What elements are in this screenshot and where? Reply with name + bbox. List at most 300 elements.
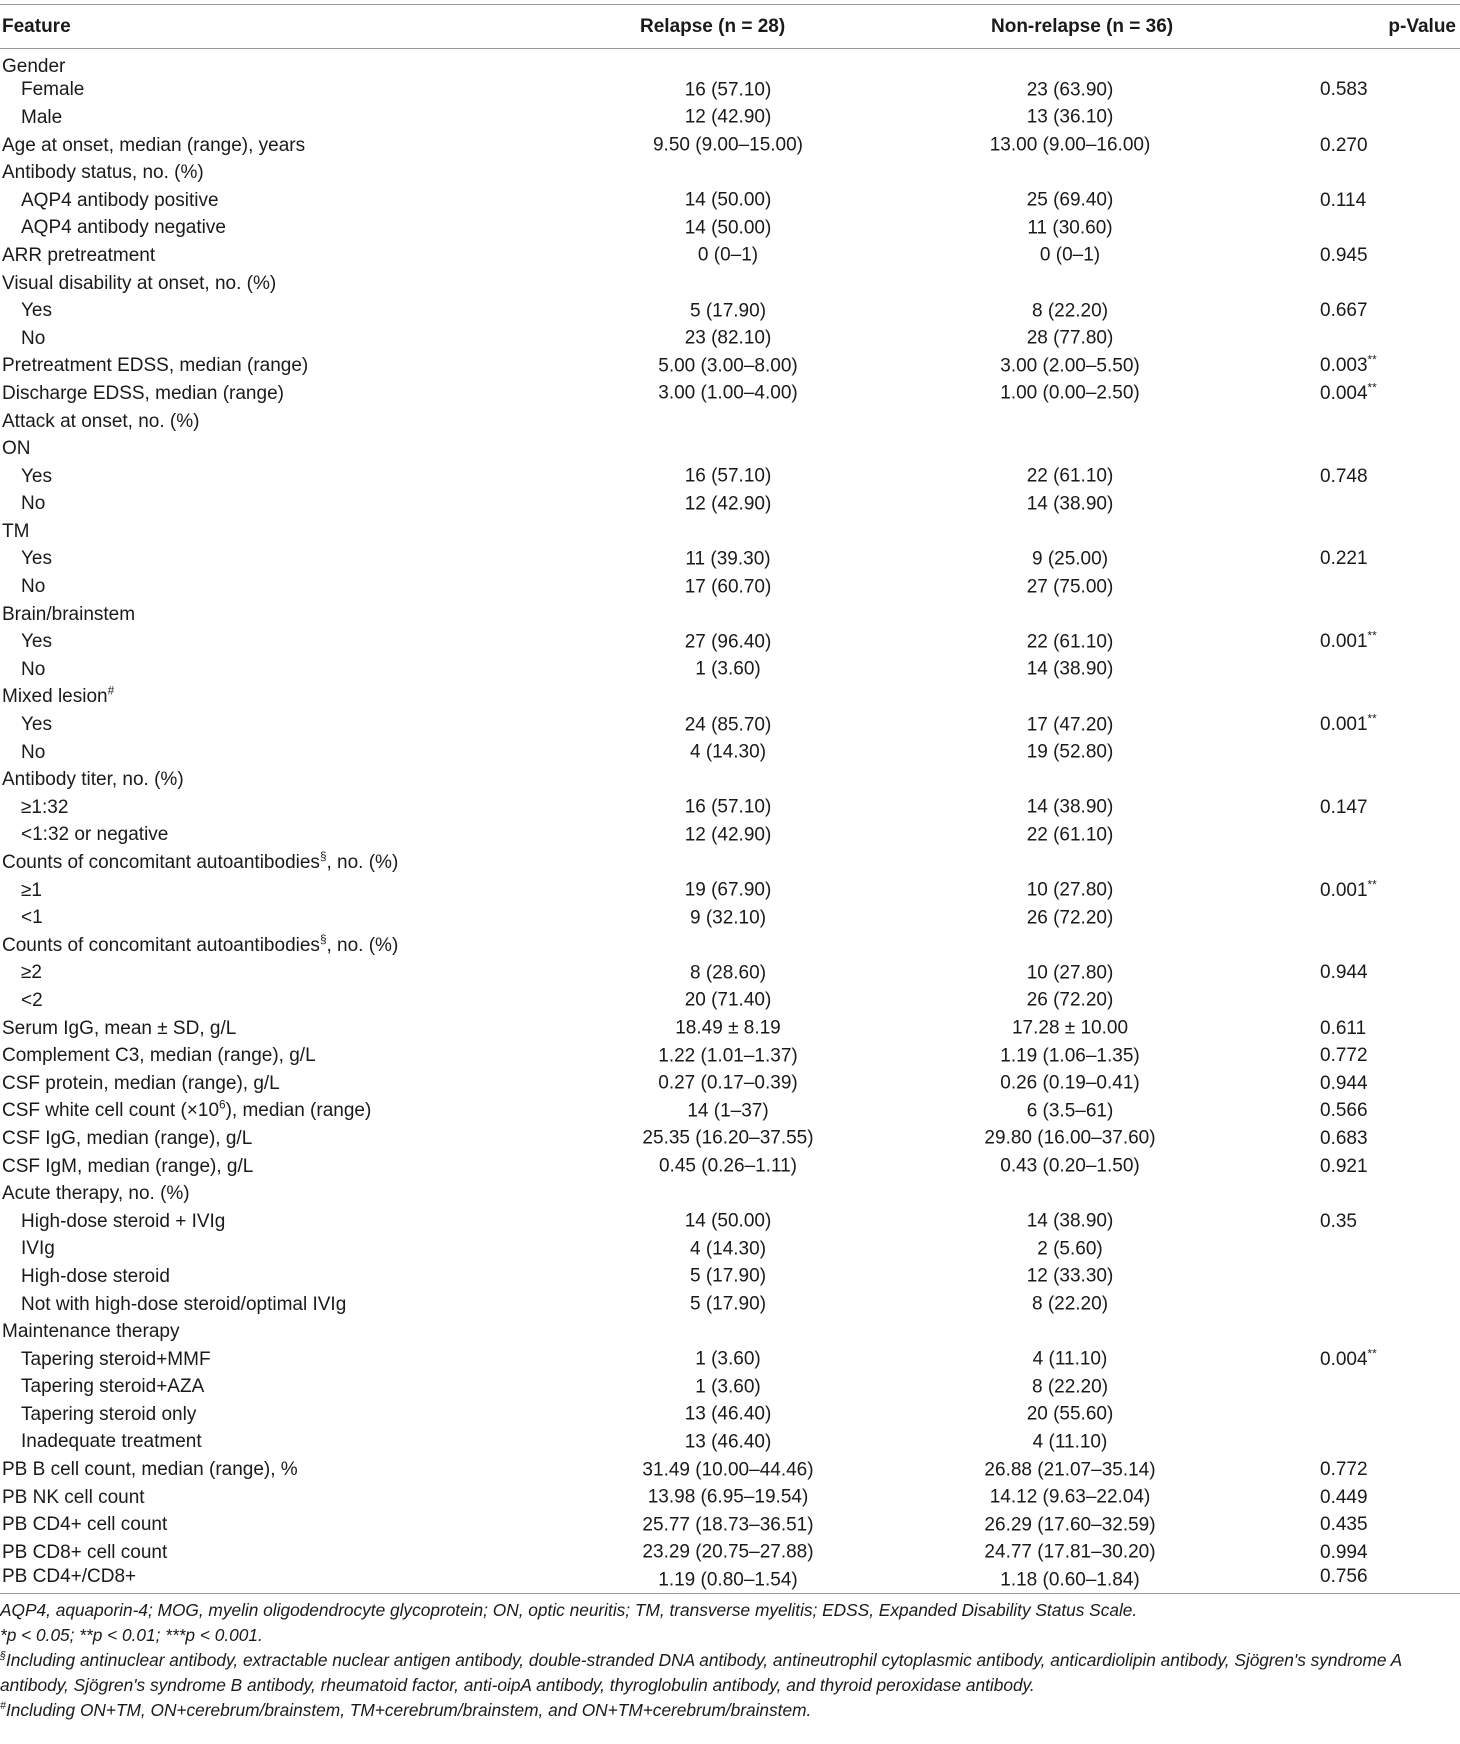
p-value: 0.611	[1320, 1017, 1367, 1039]
relapse-value: 17 (60.70)	[684, 576, 772, 598]
relapse-value: 27 (96.40)	[684, 631, 772, 653]
nonrelapse-cell	[850, 297, 1300, 325]
nonrelapse-cell	[850, 1511, 1300, 1539]
relapse-cell	[528, 1235, 850, 1263]
feature-cell	[0, 738, 528, 766]
nonrelapse-cell	[850, 1539, 1300, 1567]
p-value: 0.756	[1320, 1566, 1368, 1588]
relapse-value: 1 (3.60)	[695, 1348, 761, 1370]
nonrelapse-cell	[850, 1207, 1300, 1235]
nonrelapse-value: 28 (77.80)	[1026, 327, 1114, 349]
p-value-cell	[1300, 794, 1460, 822]
nonrelapse-cell	[850, 628, 1300, 656]
table-row	[0, 656, 1460, 684]
feature-cell	[0, 49, 528, 77]
table-row	[0, 352, 1460, 380]
p-value: 0.003	[1320, 355, 1368, 377]
table-row	[0, 849, 1460, 877]
feature-cell	[0, 1263, 528, 1291]
p-value: 0.114	[1320, 189, 1367, 211]
p-value-cell	[1300, 821, 1460, 849]
nonrelapse-value: 22 (61.10)	[1026, 631, 1114, 653]
relapse-value: 31.49 (10.00–44.46)	[642, 1459, 814, 1481]
feature-label: No	[21, 327, 46, 349]
nonrelapse-cell	[850, 794, 1300, 822]
p-value-cell	[1300, 545, 1460, 573]
p-value-cell	[1300, 518, 1460, 546]
footnote	[0, 1623, 1460, 1648]
nonrelapse-cell	[850, 518, 1300, 546]
relapse-cell	[528, 600, 850, 628]
p-value: 0.772	[1320, 1045, 1368, 1067]
nonrelapse-value: 8 (22.20)	[1031, 300, 1109, 322]
table-row	[0, 600, 1460, 628]
nonrelapse-cell	[850, 49, 1300, 77]
feature-label: AQP4 antibody positive	[21, 189, 219, 211]
feature-label: Attack at onset, no. (%)	[2, 410, 200, 432]
feature-cell	[0, 1345, 528, 1373]
nonrelapse-cell	[850, 1069, 1300, 1097]
p-value-cell	[1300, 131, 1460, 159]
relapse-value: 25.77 (18.73–36.51)	[642, 1514, 814, 1536]
table-row	[0, 104, 1460, 132]
table-row	[0, 1069, 1460, 1097]
nonrelapse-cell	[850, 1456, 1300, 1484]
nonrelapse-cell	[850, 1566, 1300, 1594]
nonrelapse-value: 1.19 (1.06–1.35)	[1000, 1045, 1140, 1067]
p-value-cell	[1300, 1345, 1460, 1373]
nonrelapse-cell	[850, 573, 1300, 601]
nonrelapse-cell	[850, 766, 1300, 794]
relapse-cell	[528, 545, 850, 573]
feature-label: ≥1:32	[21, 796, 69, 818]
feature-label: PB CD4+ cell count	[2, 1514, 168, 1536]
footnote-text: AQP4, aquaporin-4; MOG, myelin oligodendrocyte glycoprotein; ON, optic neuritis; TM, transverse myelitis; EDSS, Expanded Disability Status Scale.	[0, 1600, 1138, 1620]
relapse-value: 5 (17.90)	[689, 1265, 767, 1287]
nonrelapse-cell	[850, 1125, 1300, 1153]
relapse-cell	[528, 1401, 850, 1429]
relapse-value: 5 (17.90)	[689, 300, 767, 322]
table-row	[0, 435, 1460, 463]
nonrelapse-cell	[850, 242, 1300, 270]
relapse-value: 12 (42.90)	[684, 106, 772, 128]
feature-label: AQP4 antibody negative	[21, 217, 226, 239]
table-row	[0, 159, 1460, 187]
feature-cell	[0, 186, 528, 214]
relapse-value: 8 (28.60)	[689, 962, 767, 984]
relapse-value: 5 (17.90)	[689, 1293, 767, 1315]
feature-cell	[0, 1235, 528, 1263]
nonrelapse-cell	[850, 490, 1300, 518]
feature-label: No	[21, 493, 46, 515]
p-value-cell	[1300, 600, 1460, 628]
nonrelapse-cell	[850, 1290, 1300, 1318]
p-value-cell	[1300, 407, 1460, 435]
feature-label: PB CD8+ cell count	[2, 1541, 168, 1563]
p-value-cell	[1300, 1483, 1460, 1511]
nonrelapse-value: 1.18 (0.60–1.84)	[1000, 1569, 1140, 1591]
significance-mark: **	[1367, 629, 1377, 643]
relapse-cell	[528, 1483, 850, 1511]
p-value: 0.001	[1320, 714, 1368, 736]
nonrelapse-cell	[850, 131, 1300, 159]
p-value-cell	[1300, 1511, 1460, 1539]
relapse-value: 23.29 (20.75–27.88)	[642, 1541, 814, 1563]
nonrelapse-value: 14 (38.90)	[1026, 493, 1114, 515]
relapse-cell	[528, 1263, 850, 1291]
table-row	[0, 1456, 1460, 1484]
table-row	[0, 324, 1460, 352]
relapse-cell	[528, 518, 850, 546]
p-value-cell	[1300, 1373, 1460, 1401]
feature-label: ARR pretreatment	[2, 244, 156, 266]
feature-cell	[0, 1483, 528, 1511]
p-value-cell	[1300, 380, 1460, 408]
relapse-cell	[528, 849, 850, 877]
relapse-value: 13 (46.40)	[684, 1403, 772, 1425]
table-row	[0, 518, 1460, 546]
relapse-cell	[528, 131, 850, 159]
nonrelapse-value: 14 (38.90)	[1026, 796, 1114, 818]
footnote-text: Including antinuclear antibody, extractable nuclear antigen antibody, double-stranded DNA antibody, antineutrophil cytoplasmic antibody, anticardiolipin antibody, Sjögren's syndrome A antibody, Sjögren's syndrome B antibody, rheumatoid factor, anti-oipA antibody, thyroglobulin antibody, and thyroid peroxidase antibody.	[0, 1650, 1402, 1695]
nonrelapse-value: 0.43 (0.20–1.50)	[1000, 1155, 1140, 1177]
feature-cell	[0, 876, 528, 904]
nonrelapse-value: 22 (61.10)	[1026, 465, 1114, 487]
table-row	[0, 462, 1460, 490]
nonrelapse-cell	[850, 1373, 1300, 1401]
nonrelapse-value: 26 (72.20)	[1026, 907, 1114, 929]
table-row	[0, 1566, 1460, 1594]
feature-label: No	[21, 576, 46, 598]
p-value: 0.147	[1320, 796, 1368, 818]
p-value-cell	[1300, 490, 1460, 518]
table-row	[0, 932, 1460, 960]
relapse-value: 14 (50.00)	[684, 189, 772, 211]
feature-cell	[0, 518, 528, 546]
nonrelapse-cell	[850, 876, 1300, 904]
relapse-cell	[528, 711, 850, 739]
relapse-value: 4 (14.30)	[689, 1238, 767, 1260]
p-value-cell	[1300, 269, 1460, 297]
nonrelapse-cell	[850, 214, 1300, 242]
feature-label: Mixed lesion	[2, 686, 108, 708]
feature-label: Yes	[21, 300, 52, 322]
nonrelapse-cell	[850, 76, 1300, 104]
p-value-cell	[1300, 297, 1460, 325]
feature-label: Age at onset, median (range), years	[2, 134, 306, 156]
relapse-cell	[528, 1345, 850, 1373]
table-row	[0, 1539, 1460, 1567]
relapse-cell	[528, 490, 850, 518]
feature-cell	[0, 242, 528, 270]
nonrelapse-value: 25 (69.40)	[1026, 189, 1114, 211]
nonrelapse-cell	[850, 1428, 1300, 1456]
relapse-value: 9 (32.10)	[689, 907, 767, 929]
relapse-cell	[528, 380, 850, 408]
feature-footnote-mark: §	[319, 933, 327, 947]
relapse-value: 16 (57.10)	[684, 465, 772, 487]
significance-mark: **	[1367, 1347, 1377, 1361]
relapse-cell	[528, 1428, 850, 1456]
feature-label: Female	[21, 79, 85, 101]
table-row	[0, 545, 1460, 573]
header-relapse: Relapse (n = 28)	[528, 5, 850, 49]
table-row	[0, 1207, 1460, 1235]
feature-cell	[0, 297, 528, 325]
p-value-cell	[1300, 435, 1460, 463]
feature-label: PB CD4+/CD8+	[2, 1566, 137, 1588]
nonrelapse-cell	[850, 1235, 1300, 1263]
relapse-cell	[528, 573, 850, 601]
p-value-cell	[1300, 462, 1460, 490]
relapse-value: 3.00 (1.00–4.00)	[658, 382, 798, 404]
feature-label: ON	[2, 438, 31, 460]
table-row	[0, 242, 1460, 270]
table-row	[0, 407, 1460, 435]
nonrelapse-value: 6 (3.5–61)	[1026, 1100, 1114, 1122]
p-value-cell	[1300, 1456, 1460, 1484]
nonrelapse-cell	[850, 324, 1300, 352]
feature-cell	[0, 462, 528, 490]
relapse-cell	[528, 242, 850, 270]
feature-label: Complement C3, median (range), g/L	[2, 1045, 316, 1067]
relapse-value: 0.27 (0.17–0.39)	[658, 1072, 798, 1094]
nonrelapse-value: 14 (38.90)	[1026, 658, 1114, 680]
header-row	[0, 5, 1460, 49]
table-body	[0, 49, 1460, 1594]
p-value-cell	[1300, 1401, 1460, 1429]
footnote	[0, 1698, 1460, 1723]
relapse-cell	[528, 1069, 850, 1097]
relapse-value: 4 (14.30)	[689, 741, 767, 763]
footnote	[0, 1648, 1460, 1698]
feature-cell	[0, 794, 528, 822]
feature-footnote-mark: 6	[219, 1099, 226, 1113]
p-value: 0.566	[1320, 1100, 1368, 1122]
feature-cell	[0, 324, 528, 352]
relapse-value: 14 (50.00)	[684, 217, 772, 239]
relapse-value: 1.19 (0.80–1.54)	[658, 1569, 798, 1591]
feature-label: <1:32 or negative	[21, 824, 169, 846]
p-value-cell	[1300, 1152, 1460, 1180]
nonrelapse-cell	[850, 1401, 1300, 1429]
relapse-cell	[528, 987, 850, 1015]
table-row	[0, 269, 1460, 297]
nonrelapse-value: 17.28 ± 10.00	[1011, 1017, 1129, 1039]
p-value: 0.001	[1320, 631, 1368, 653]
nonrelapse-value: 26.29 (17.60–32.59)	[984, 1514, 1156, 1536]
p-value: 0.748	[1320, 465, 1368, 487]
feature-cell	[0, 1566, 528, 1594]
nonrelapse-value: 14 (38.90)	[1026, 1210, 1114, 1232]
table-row	[0, 1042, 1460, 1070]
nonrelapse-cell	[850, 545, 1300, 573]
relapse-cell	[528, 324, 850, 352]
feature-label: ≥2	[21, 962, 42, 984]
p-value-cell	[1300, 159, 1460, 187]
p-value-cell	[1300, 683, 1460, 711]
relapse-cell	[528, 1042, 850, 1070]
p-value-cell	[1300, 1235, 1460, 1263]
p-value-cell	[1300, 324, 1460, 352]
feature-cell	[0, 959, 528, 987]
footnote-text: Including ON+TM, ON+cerebrum/brainstem, TM+cerebrum/brainstem, and ON+TM+cerebrum/brainstem.	[5, 1700, 812, 1720]
nonrelapse-value: 26.88 (21.07–35.14)	[984, 1459, 1156, 1481]
relapse-cell	[528, 352, 850, 380]
table-row	[0, 186, 1460, 214]
relapse-value: 13 (46.40)	[684, 1431, 772, 1453]
relapse-value: 24 (85.70)	[684, 714, 772, 736]
nonrelapse-value: 1.00 (0.00–2.50)	[1000, 382, 1140, 404]
table-row	[0, 214, 1460, 242]
feature-label: Brain/brainstem	[2, 603, 136, 625]
nonrelapse-cell	[850, 104, 1300, 132]
table-row	[0, 1180, 1460, 1208]
relapse-value: 1.22 (1.01–1.37)	[658, 1045, 798, 1067]
nonrelapse-cell	[850, 904, 1300, 932]
feature-cell	[0, 821, 528, 849]
feature-cell	[0, 573, 528, 601]
nonrelapse-cell	[850, 711, 1300, 739]
feature-cell	[0, 656, 528, 684]
p-value-cell	[1300, 1069, 1460, 1097]
p-value-cell	[1300, 628, 1460, 656]
feature-label: Counts of concomitant autoantibodies	[2, 934, 320, 956]
feature-cell	[0, 1428, 528, 1456]
table-row	[0, 490, 1460, 518]
nonrelapse-value: 0.26 (0.19–0.41)	[1000, 1072, 1140, 1094]
feature-cell	[0, 1373, 528, 1401]
relapse-value: 16 (57.10)	[684, 79, 772, 101]
relapse-value: 9.50 (9.00–15.00)	[652, 134, 804, 156]
feature-label: CSF IgG, median (range), g/L	[2, 1127, 253, 1149]
p-value: 0.667	[1320, 300, 1368, 322]
significance-mark: **	[1367, 381, 1377, 395]
relapse-value: 14 (50.00)	[684, 1210, 772, 1232]
nonrelapse-cell	[850, 1042, 1300, 1070]
feature-label-suffix: , no. (%)	[326, 852, 399, 874]
feature-cell	[0, 904, 528, 932]
p-value: 0.683	[1320, 1127, 1368, 1149]
relapse-cell	[528, 1014, 850, 1042]
feature-cell	[0, 159, 528, 187]
table-row	[0, 1345, 1460, 1373]
footnotes	[0, 1598, 1460, 1723]
p-value-cell	[1300, 1263, 1460, 1291]
p-value: 0.35	[1320, 1210, 1357, 1232]
nonrelapse-cell	[850, 1014, 1300, 1042]
feature-cell	[0, 628, 528, 656]
nonrelapse-cell	[850, 1483, 1300, 1511]
relapse-cell	[528, 1456, 850, 1484]
p-value-cell	[1300, 1566, 1460, 1594]
relapse-value: 20 (71.40)	[684, 989, 772, 1011]
p-value: 0.994	[1320, 1541, 1368, 1563]
relapse-value: 14 (1–37)	[687, 1100, 769, 1122]
feature-label: Visual disability at onset, no. (%)	[2, 272, 277, 294]
relapse-cell	[528, 1125, 850, 1153]
header-feature: Feature	[0, 5, 528, 49]
relapse-cell	[528, 656, 850, 684]
nonrelapse-cell	[850, 462, 1300, 490]
relapse-cell	[528, 1511, 850, 1539]
relapse-cell	[528, 1290, 850, 1318]
feature-cell	[0, 1042, 528, 1070]
table-row	[0, 131, 1460, 159]
relapse-value: 19 (67.90)	[684, 879, 772, 901]
nonrelapse-cell	[850, 1345, 1300, 1373]
nonrelapse-value: 0 (0–1)	[1039, 244, 1101, 266]
feature-cell	[0, 269, 528, 297]
table-row	[0, 1428, 1460, 1456]
nonrelapse-value: 8 (22.20)	[1031, 1376, 1109, 1398]
feature-cell	[0, 1180, 528, 1208]
p-value-cell	[1300, 1290, 1460, 1318]
nonrelapse-cell	[850, 738, 1300, 766]
p-value-cell	[1300, 186, 1460, 214]
feature-label: Tapering steroid+AZA	[21, 1376, 205, 1398]
nonrelapse-value: 17 (47.20)	[1026, 714, 1114, 736]
feature-label: Yes	[21, 465, 52, 487]
relapse-value: 11 (39.30)	[685, 548, 771, 570]
nonrelapse-cell	[850, 380, 1300, 408]
feature-label: CSF protein, median (range), g/L	[2, 1072, 280, 1094]
feature-label: PB B cell count, median (range), %	[2, 1459, 298, 1481]
feature-label: High-dose steroid	[21, 1265, 170, 1287]
relapse-cell	[528, 297, 850, 325]
relapse-value: 0 (0–1)	[697, 244, 759, 266]
feature-cell	[0, 1511, 528, 1539]
table-row	[0, 1097, 1460, 1125]
nonrelapse-cell	[850, 407, 1300, 435]
feature-cell	[0, 1014, 528, 1042]
relapse-cell	[528, 1318, 850, 1346]
relapse-value: 16 (57.10)	[684, 796, 772, 818]
p-value-cell	[1300, 904, 1460, 932]
p-value-cell	[1300, 1180, 1460, 1208]
feature-cell	[0, 76, 528, 104]
relapse-cell	[528, 1097, 850, 1125]
feature-cell	[0, 1456, 528, 1484]
feature-cell	[0, 932, 528, 960]
feature-cell	[0, 987, 528, 1015]
header-nonrelapse: Non-relapse (n = 36)	[850, 5, 1300, 49]
p-value-cell	[1300, 932, 1460, 960]
p-value-cell	[1300, 104, 1460, 132]
p-value: 0.004	[1320, 1348, 1368, 1370]
feature-label: Yes	[21, 548, 52, 570]
nonrelapse-value: 10 (27.80)	[1026, 962, 1114, 984]
p-value-cell	[1300, 849, 1460, 877]
feature-cell	[0, 1207, 528, 1235]
relapse-value: 5.00 (3.00–8.00)	[658, 355, 798, 377]
relapse-cell	[528, 159, 850, 187]
p-value: 0.435	[1320, 1514, 1368, 1536]
p-value-cell	[1300, 959, 1460, 987]
relapse-cell	[528, 683, 850, 711]
p-value-cell	[1300, 1125, 1460, 1153]
p-value-cell	[1300, 1042, 1460, 1070]
feature-cell	[0, 1401, 528, 1429]
feature-label: No	[21, 658, 46, 680]
table-row	[0, 738, 1460, 766]
feature-label: Gender	[2, 56, 66, 78]
feature-label: <2	[21, 989, 43, 1011]
nonrelapse-value: 9 (25.00)	[1031, 548, 1109, 570]
feature-label: CSF white cell count (×10	[2, 1100, 220, 1122]
feature-label: ≥1	[21, 879, 42, 901]
feature-cell	[0, 1125, 528, 1153]
